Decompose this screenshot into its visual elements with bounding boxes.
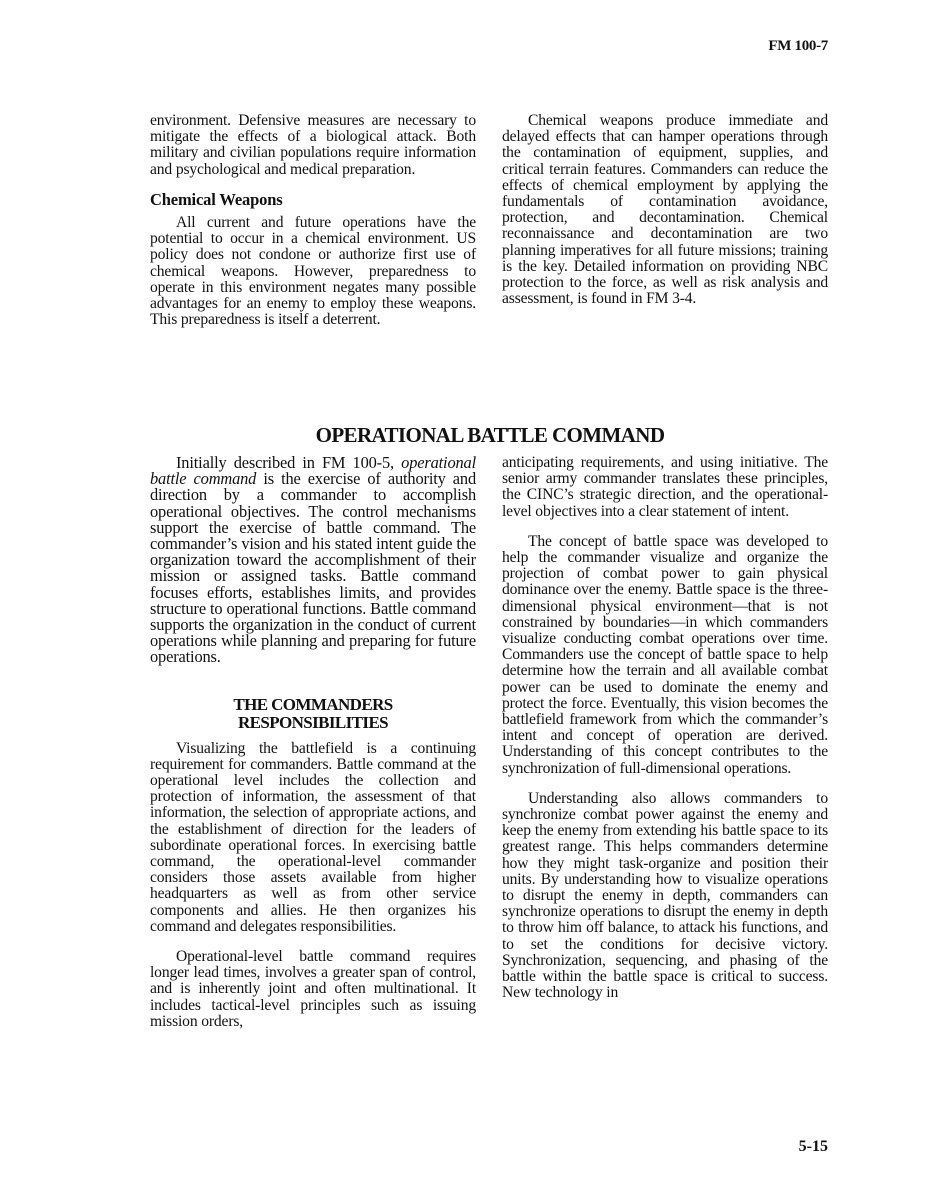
defined-term: operational battle command: [150, 453, 476, 489]
section-title: OPERATIONAL BATTLE COMMAND: [315, 423, 665, 447]
paragraph: anticipating requirements, and using initiative. The senior army commander translates these principles, the CINC’s strategic direction, and the operational-level objectives into a clear statement of intent.: [502, 454, 828, 520]
top-right-column: [502, 113, 828, 307]
paragraph: environment. Defensive measures are necessary to mitigate the effects of a biological attack. Both military and civilian populations require information and psychological and medical preparation.: [150, 112, 476, 178]
top-left-column: [150, 113, 476, 328]
paragraph: All current and future operations have the potential to occur in a chemical environment. US policy does not condone or authorize first use of chemical weapons. However, preparedness to operate in this environment negates many possible advantages for an enemy to employ these weapons. This preparedness is itself a deterrent.: [150, 214, 476, 329]
commanders-responsibilities-heading: [150, 696, 476, 732]
subheading-line: RESPONSIBILITIES: [237, 712, 389, 732]
paragraph: Operational-level battle command requires longer lead times, involves a greater span of control, and is inherently joint and often multinational. It includes tactical-level principles such as issuing mission orders,: [150, 948, 476, 1030]
paragraph: Visualizing the battlefield is a continuing requirement for commanders. Battle command at the operational level includes the collection and protection of information, the assessment of that information, the selection of appropriate actions, and the establishment of direction for the leaders of subordinate operational forces. In exercising battle command, the operational-level commander considers those assets available from higher headquarters as well as from other service components and allies. He then organizes his command and delegates responsibilities.: [150, 739, 476, 935]
paragraph: Understanding also allows commanders to synchronize combat power against the enemy and keep the enemy from extending his battle space to its greatest range. This helps commanders determine how they might task-organize and position their units. By understanding how to visualize operations to disrupt the enemy in depth, commanders can synchronize operations to disrupt the enemy in depth to throw him off balance, to attack his functions, and to set the conditions for decisive victory. Synchronization, sequencing, and phasing of the battle within the battle space is critical to success. New technology in: [502, 789, 828, 1002]
right-column: [502, 455, 828, 1002]
paragraph-lead: Initially described in FM 100-5,: [176, 453, 402, 472]
chemical-weapons-heading: Chemical Weapons: [150, 189, 283, 209]
paragraph: [150, 455, 476, 666]
paragraph: The concept of battle space was developed to help the commander visualize and organize the projection of combat power to gain physical dominance over the enemy. Battle space is the three-dimensional physical environment—that is not constrained by boundaries—in which commanders visualize conducting combat operations over time. Commanders use the concept of battle space to help determine how the terrain and all available combat power can be used to dominate the enemy and protect the force. Eventually, this vision becomes the battlefield framework from which the commander’s intent and concept of operation are derived. Understanding of this concept contributes to the synchronization of full-dimensional operations.: [502, 532, 828, 777]
paragraph: Chemical weapons produce immediate and delayed effects that can hamper operations through the contamination of equipment, supplies, and critical terrain features. Commanders can reduce the effects of chemical employment by applying the fundamentals of contamination avoidance, protection, and decontamination. Chemical reconnaissance and decontamination are two planning imperatives for all future missions; training is the key. Detailed information on providing NBC protection to the force, as well as risk analysis and assessment, is found in FM 3-4.: [502, 112, 828, 308]
left-column: [150, 455, 476, 1030]
subheading-line: THE COMMANDERS: [233, 694, 393, 714]
paragraph-rest: is the exercise of authority and direction by a commander to accomplish operational objectives. The control mechanisms support the exercise of battle command. The commander’s vision and his stated intent guide the organization toward the accomplishment of their mission or assigned tasks. Battle command focuses efforts, establishes limits, and provides structure to operational functions. Battle command supports the organization in the conduct of current operations while planning and preparing for future operations.: [150, 469, 476, 667]
manual-id-header: FM 100-7: [768, 38, 828, 54]
page-number: 5-15: [798, 1138, 828, 1155]
